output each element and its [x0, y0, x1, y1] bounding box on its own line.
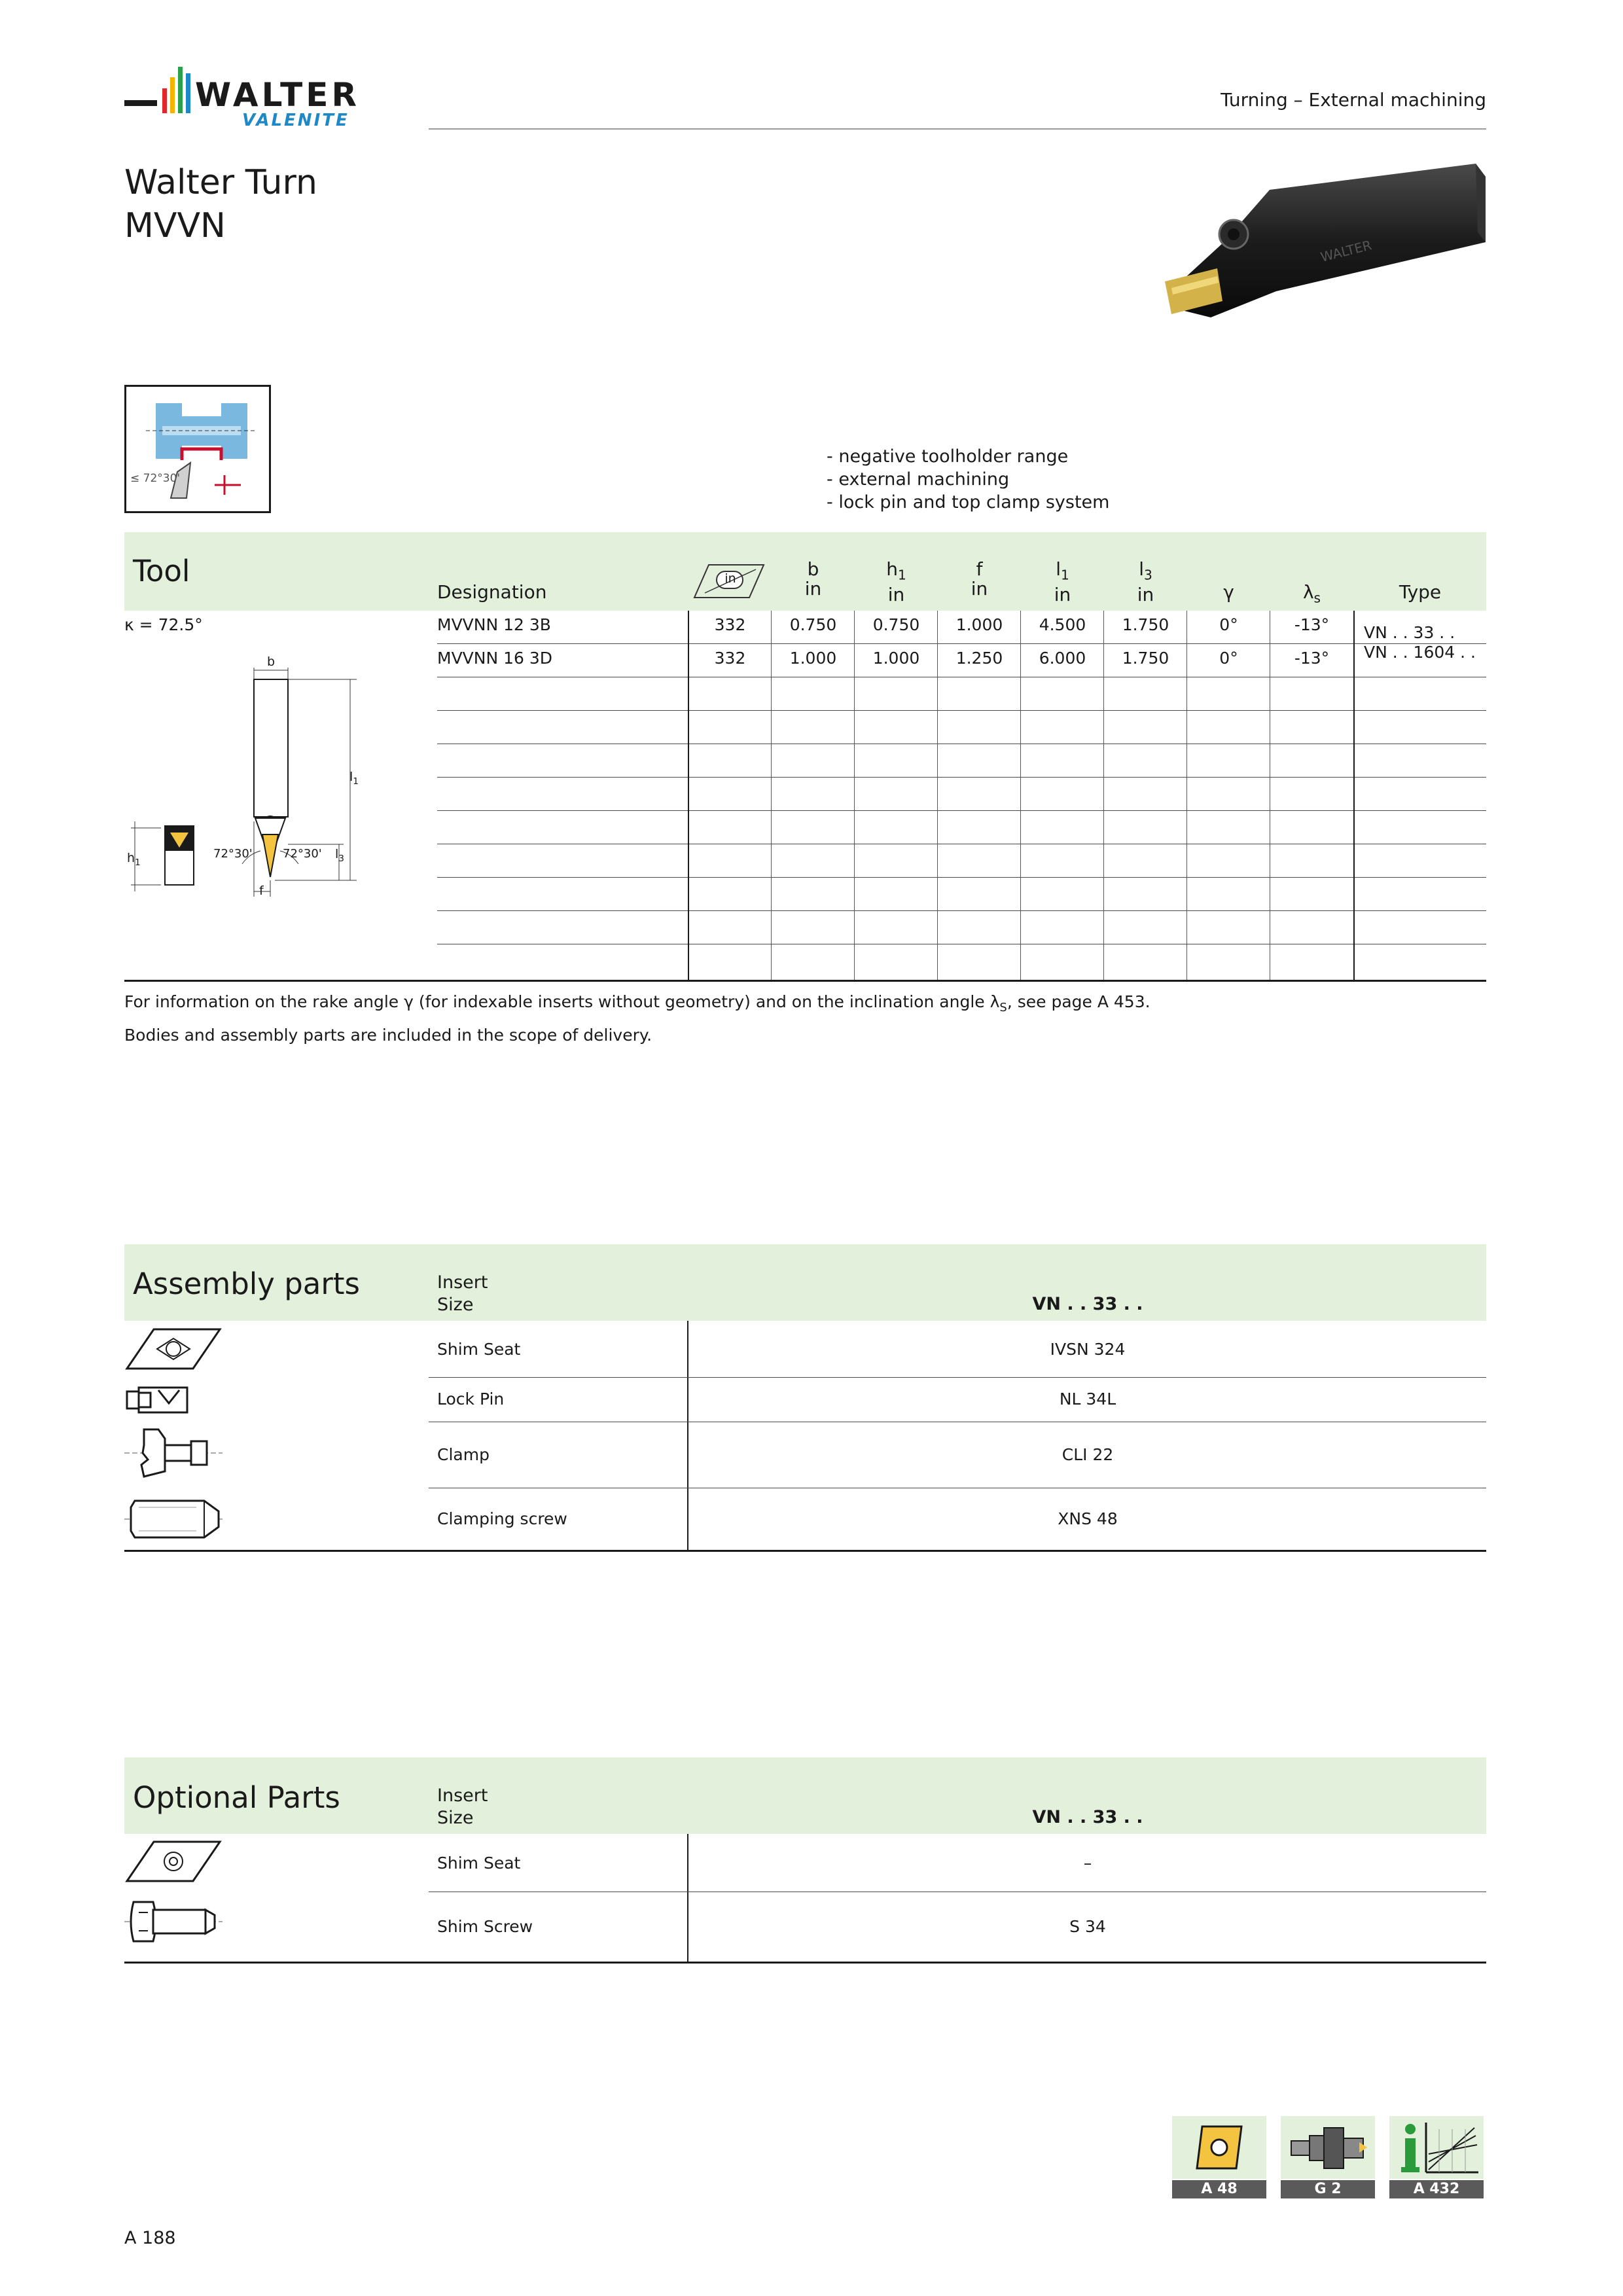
tool-dimension-drawing [124, 655, 412, 906]
optional-value-shim-screw: S 34 [1069, 1917, 1106, 1936]
cell-l1: 6.000 [1039, 649, 1086, 668]
cell-lambda: -13° [1294, 615, 1330, 634]
assembly-part-shim-seat: Shim Seat [437, 1340, 521, 1359]
insert-icon-label: in [724, 571, 736, 586]
dim-label-angle-right: 72°30' [283, 847, 322, 861]
svg-text:WALTER: WALTER [1319, 237, 1374, 265]
cell-f: 1.000 [955, 615, 1003, 634]
application-diagram [124, 385, 271, 513]
logo-text-walter: WALTER [195, 76, 360, 114]
cell-gamma: 0° [1219, 615, 1238, 634]
logo-text-valenite: VALENITE [242, 111, 349, 130]
col-header-h1: $h_1$ in [886, 558, 906, 605]
table-row-divider [437, 810, 1486, 811]
dim-label-l3: $l_3$ [335, 847, 344, 864]
optional-value-shim-seat: – [1083, 1854, 1092, 1873]
cell-b: 1.000 [789, 649, 837, 668]
col-header-gamma: γ [1223, 581, 1234, 603]
cell-ic: 332 [714, 649, 746, 668]
assembly-part-clamp: Clamp [437, 1445, 490, 1464]
feature-list [827, 445, 1109, 514]
cell-l3: 1.750 [1122, 649, 1169, 668]
tool-section-title: Tool [133, 554, 190, 588]
col-header-l1: $l_1$ in [1054, 558, 1071, 605]
assembly-size-value: VN . . 33 . . [1032, 1294, 1143, 1314]
page-title [124, 161, 317, 247]
col-header-b: b in [804, 558, 822, 600]
dim-label-h1: $h_1$ [127, 851, 141, 868]
cell-designation: MVVNN 16 3D [437, 649, 553, 668]
page-title-line1: Walter Turn [124, 163, 317, 202]
col-header-designation: Designation [437, 581, 547, 603]
cell-h1: 1.000 [872, 649, 920, 668]
table-row-divider [437, 910, 1486, 911]
assembly-insert-size-label: Insert Size [437, 1272, 488, 1315]
col-header-lambda: $\lambda_s$ [1302, 581, 1321, 606]
footer-link-label: A 48 [1172, 2180, 1266, 2198]
type-item: VN . . 1604 . . [1364, 643, 1476, 662]
assembly-part-lock-pin: Lock Pin [437, 1390, 505, 1408]
dim-label-b: b [267, 655, 276, 669]
assembly-part-clamping-screw: Clamping screw [437, 1509, 567, 1528]
optional-insert-size-label: Insert Size [437, 1785, 488, 1828]
table-bottom-rule [124, 1962, 1486, 1964]
product-image [1145, 157, 1486, 344]
table-row-divider [437, 877, 1486, 878]
optional-part-shim-seat: Shim Seat [437, 1854, 521, 1873]
assembly-value-clamping-screw: XNS 48 [1058, 1509, 1118, 1528]
footer-link-g2[interactable] [1281, 2116, 1375, 2198]
assembly-section-title: Assembly parts [133, 1266, 360, 1301]
header-divider [429, 128, 1486, 130]
footnote-line1: For information on the rake angle γ (for indexable inserts without geometry) and on the inclination angle $\lambda_S$, see page A 453. [124, 992, 1150, 1014]
cell-lambda: -13° [1294, 649, 1330, 668]
footer-link-a432[interactable] [1389, 2116, 1484, 2198]
header-section-label: Turning – External machining [1221, 89, 1486, 111]
insert-icon [1172, 2116, 1266, 2179]
cell-ic: 332 [714, 615, 746, 634]
table-bottom-rule [124, 980, 1486, 982]
dim-label-f: f [259, 884, 264, 898]
row-divider [429, 1377, 1486, 1378]
insert-shape-icon [690, 562, 768, 601]
type-item: VN . . 33 . . [1364, 623, 1455, 642]
feature-item: - external machining [827, 469, 1010, 490]
lock-pin-icon [124, 1384, 196, 1416]
info-chart-icon [1389, 2116, 1484, 2179]
col-header-f: f in [971, 558, 988, 600]
col-header-type: Type [1399, 581, 1442, 603]
cell-l1: 4.500 [1039, 615, 1086, 634]
feature-item: - lock pin and top clamp system [827, 492, 1110, 512]
table-row-divider [437, 777, 1486, 778]
table-bottom-rule [124, 1550, 1486, 1552]
col-header-l3: $l_3$ in [1137, 558, 1154, 605]
page-title-line2: MVVN [124, 206, 226, 245]
dim-label-angle-left: 72°30' [213, 847, 253, 861]
kappa-angle: κ = 72.5° [124, 615, 203, 634]
cell-l3: 1.750 [1122, 615, 1169, 634]
feature-item: - negative toolholder range [827, 446, 1069, 467]
cell-f: 1.250 [955, 649, 1003, 668]
cell-b: 0.750 [789, 615, 837, 634]
cell-h1: 0.750 [872, 615, 920, 634]
optional-part-shim-screw: Shim Screw [437, 1917, 533, 1936]
assembly-value-shim-seat: IVSN 324 [1050, 1340, 1126, 1359]
footer-link-label: A 432 [1389, 2180, 1484, 2198]
application-angle-label: ≤ 72°30' [130, 472, 181, 485]
clamping-screw-icon [124, 1494, 223, 1544]
cell-gamma: 0° [1219, 649, 1238, 668]
assembly-value-lock-pin: NL 34L [1059, 1390, 1116, 1408]
optional-section-title: Optional Parts [133, 1780, 340, 1815]
assembly-col-divider [687, 1321, 688, 1551]
cell-designation: MVVNN 12 3B [437, 615, 551, 634]
footnote-line2: Bodies and assembly parts are included in the scope of delivery. [124, 1026, 652, 1045]
optional-size-value: VN . . 33 . . [1032, 1807, 1143, 1827]
shim-seat-icon [124, 1839, 223, 1885]
table-row-divider [437, 710, 1486, 711]
type-list [1364, 623, 1476, 662]
footer-link-a48[interactable] [1172, 2116, 1266, 2198]
shim-screw-icon [124, 1897, 223, 1946]
clamp-icon [124, 1426, 223, 1480]
logo [124, 59, 399, 134]
assembly-value-clamp: CLI 22 [1061, 1445, 1114, 1464]
dim-label-l1: $l_1$ [349, 770, 359, 787]
footnote [124, 988, 1150, 1049]
optional-col-divider [687, 1834, 688, 1963]
shim-seat-icon [124, 1327, 223, 1372]
page-number: A 188 [124, 2228, 176, 2248]
footer-link-label: G 2 [1281, 2180, 1375, 2198]
holder-icon [1281, 2116, 1375, 2179]
